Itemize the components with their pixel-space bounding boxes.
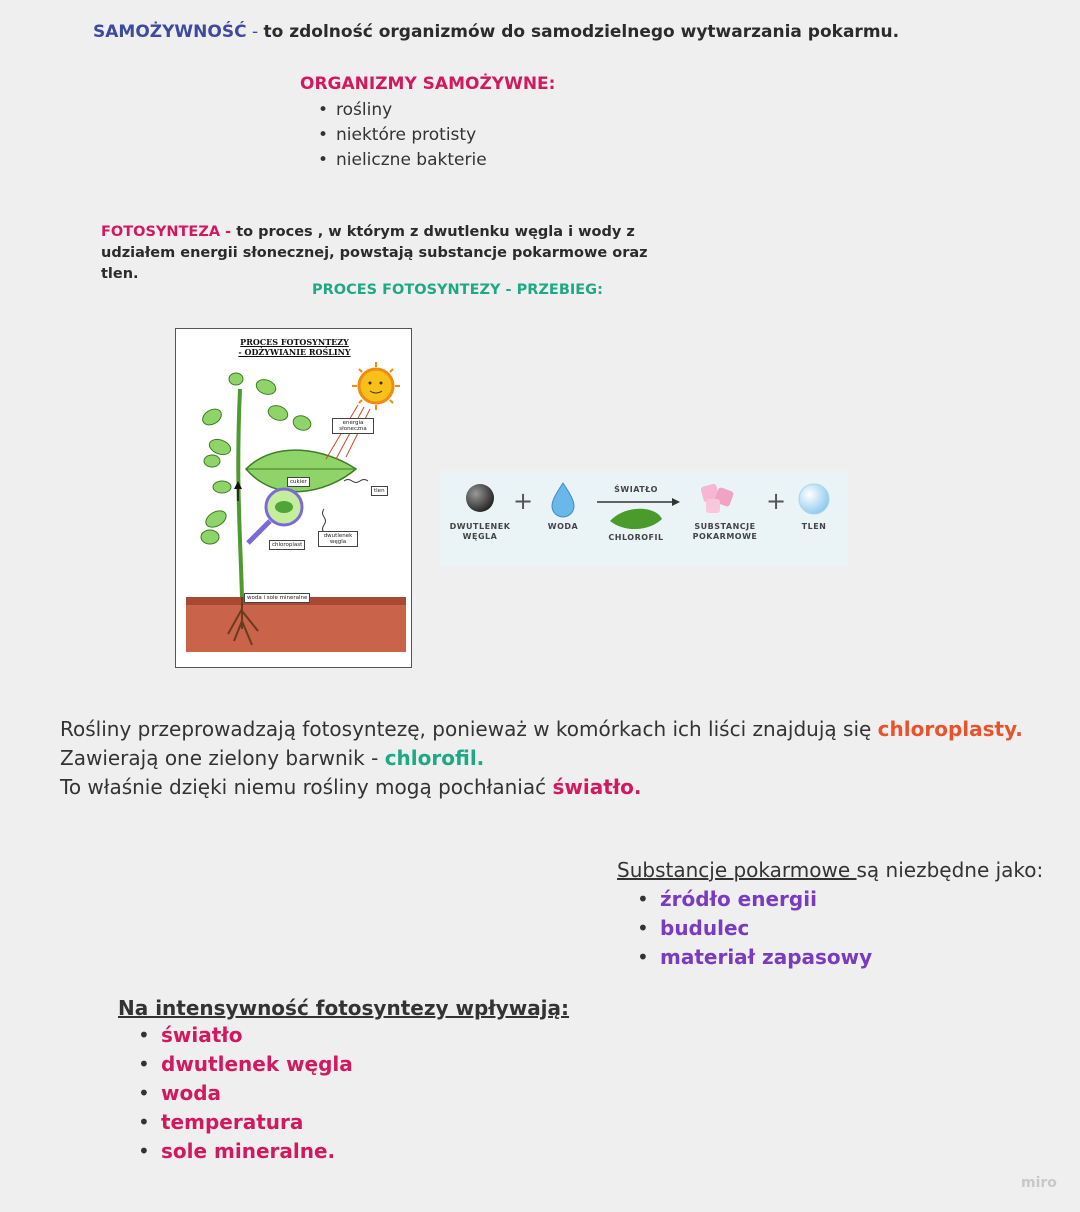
highlight-swiatlo: światło. <box>552 775 642 799</box>
leaf-icon <box>610 509 662 529</box>
soil-shape <box>186 597 406 652</box>
plant-diagram <box>175 328 412 668</box>
definition-text: to proces , w którym z dwutlenku węgla i wody z udziałem energii słonecznej, powstają substancje pokarmowe oraz tlen. <box>101 224 648 282</box>
list-item: • niektóre protisty <box>318 123 487 148</box>
factors-heading: Na intensywność fotosyntezy wpływają: <box>118 996 570 1020</box>
nutrients-heading-rest: są niezbędne jako: <box>856 858 1044 882</box>
chloroplast-paragraph <box>60 715 1023 802</box>
definition-samozywnosc <box>93 22 899 42</box>
list-item: • rośliny <box>318 98 487 123</box>
chloroplast-shape <box>275 501 293 513</box>
label-chlorophyll: CHLOROFIL <box>608 533 664 542</box>
term-samozywnosc: SAMOŻYWNOŚĆ <box>93 22 247 42</box>
paragraph-line <box>60 773 1023 802</box>
process-heading: PROCES FOTOSYNTEZY - PRZEBIEG: <box>312 282 603 298</box>
label-nutrients: SUBSTANCJE POKARMOWE <box>692 522 758 541</box>
label-energy: energia słoneczna <box>332 418 374 434</box>
plus-sign: + <box>513 487 534 515</box>
paragraph-line <box>60 715 1023 744</box>
list-item: • budulec <box>637 914 1043 943</box>
photosynthesis-equation <box>440 471 848 566</box>
highlight-chlorofil: chlorofil. <box>384 746 485 770</box>
oxygen-bubble-icon <box>799 484 829 514</box>
diagram-title-line2: - ODŻYWIANIE ROŚLINY <box>238 347 351 357</box>
list-item: • materiał zapasowy <box>637 943 1043 972</box>
oxygen-squiggle-shape <box>344 480 368 483</box>
arrowhead-shape <box>234 481 242 489</box>
paragraph-text: Zawierają one zielony barwnik - <box>60 746 385 770</box>
nutrients-heading <box>617 858 1043 882</box>
plus-sign: + <box>766 487 787 515</box>
organisms-heading: ORGANIZMY SAMOŻYWNE: <box>300 74 556 94</box>
term-fotosynteza: FOTOSYNTEZA <box>101 224 221 240</box>
list-item: • źródło energii <box>637 885 1043 914</box>
co2-squiggle-shape <box>323 509 326 533</box>
plant-illustration <box>176 329 411 667</box>
nutrients-list <box>637 885 1043 972</box>
nutrients-icon <box>700 483 734 513</box>
list-item: • woda <box>138 1079 569 1108</box>
miro-watermark: miro <box>1021 1175 1057 1191</box>
label-oxygen: TLEN <box>801 522 827 531</box>
paragraph-line <box>60 744 1023 773</box>
list-item: • sole mineralne. <box>138 1137 569 1166</box>
list-item: • nieliczne bakterie <box>318 148 487 173</box>
term-dash: - <box>220 224 237 240</box>
label-co2: DWUTLENEK WĘGLA <box>449 522 511 541</box>
definition-text: to zdolność organizmów do samodzielnego wytwarzania pokarmu. <box>263 22 900 42</box>
list-item: • dwutlenek węgla <box>138 1050 569 1079</box>
diagram-title-line1: PROCES FOTOSYNTEZY <box>240 337 349 347</box>
arrowhead-icon <box>672 498 680 506</box>
label-co2: dwutlenek węgla <box>318 531 358 547</box>
paragraph-text: Rośliny przeprowadzają fotosyntezę, ponieważ w komórkach ich liści znajdują się <box>60 717 878 741</box>
label-chloroplast: chloroplast <box>269 540 305 550</box>
label-oxygen: tlen <box>371 486 388 496</box>
label-light: ŚWIATŁO <box>614 485 658 494</box>
definition-fotosynteza <box>101 222 661 285</box>
factors-section <box>118 996 569 1166</box>
paragraph-text: To właśnie dzięki niemu rośliny mogą pochłaniać <box>60 775 553 799</box>
nutrients-heading-underlined: Substancje pokarmowe <box>617 858 857 882</box>
stem-shape <box>238 389 242 597</box>
water-drop-icon <box>552 483 574 517</box>
term-dash: - <box>246 22 264 42</box>
factors-list <box>138 1021 569 1166</box>
magnifier-handle-shape <box>248 521 270 543</box>
label-sugar: cukier <box>287 477 310 487</box>
highlight-chloroplasty: chloroplasty. <box>877 717 1023 741</box>
sun-shape <box>352 362 400 410</box>
label-water: woda i sole mineralne <box>244 593 310 603</box>
nutrients-section <box>617 858 1043 972</box>
label-water: WODA <box>547 522 579 531</box>
organisms-list <box>318 98 487 173</box>
list-item: • światło <box>138 1021 569 1050</box>
co2-icon <box>466 484 494 512</box>
list-item: • temperatura <box>138 1108 569 1137</box>
